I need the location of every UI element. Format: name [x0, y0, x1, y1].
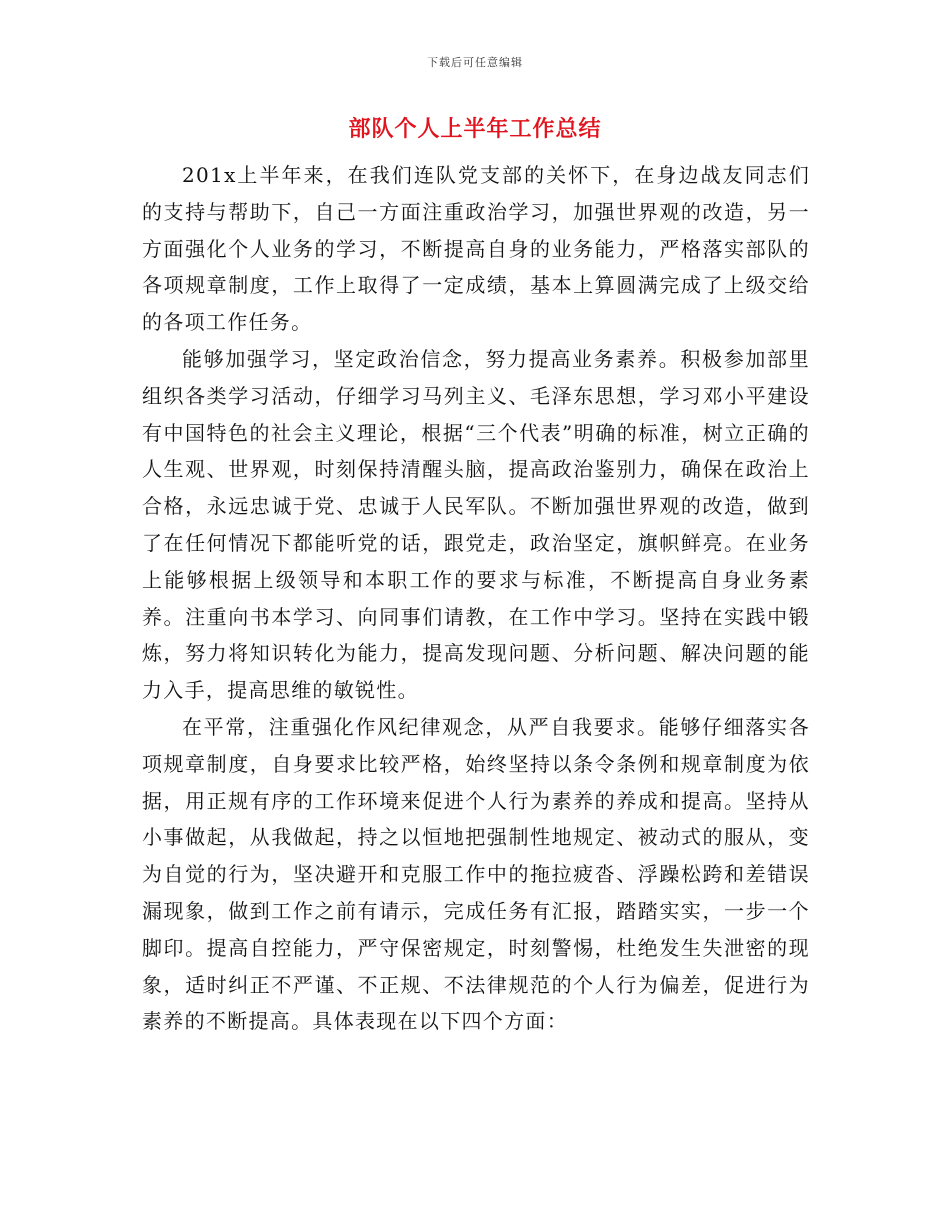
document-body — [142, 157, 810, 1040]
page-header-note: 下载后可任意编辑 — [427, 56, 523, 69]
document-title: 部队个人上半年工作总结 — [348, 116, 602, 142]
paragraph-1: 201x上半年来，在我们连队党支部的关怀下，在身边战友同志们的支持与帮助下，自己一方面注重政治学习，加强世界观的改造，另一方面强化个人业务的学习，不断提高自身的业务能力，严格落实部队的各项规章制度，工作上取得了一定成绩，基本上算圆满完成了上级交给的各项工作任务。 — [142, 163, 810, 335]
paragraph-3: 在平常，注重强化作风纪律观念，从严自我要求。能够仔细落实各项规章制度，自身要求比较严格，始终坚持以条令条例和规章制度为依据，用正规有序的工作环境来促进个人行为素养的养成和提高。坚持从小事做起，从我做起，持之以恒地把强制性地规定、被动式的服从，变为自觉的行为，坚决避开和克服工作中的拖拉疲沓、浮躁松跨和差错误漏现象，做到工作之前有请示，完成任务有汇报，踏踏实实，一步一个脚印。提高自控能力，严守保密规定，时刻警惕，杜绝发生失泄密的现象，适时纠正不严谨、不正规、不法律规范的个人行为偏差，促进行为素养的不断提高。具体表现在以下四个方面： — [142, 714, 810, 1034]
paragraph-2: 能够加强学习，坚定政治信念，努力提高业务素养。积极参加部里组织各类学习活动，仔细学习马列主义、毛泽东思想，学习邓小平建设有中国特色的社会主义理论，根据“三个代表”明确的标准，树立正确的人生观、世界观，时刻保持清醒头脑，提高政治鉴别力，确保在政治上合格，永远忠诚于党、忠诚于人民军队。不断加强世界观的改造，做到了在任何情况下都能听党的话，跟党走，政治坚定，旗帜鲜亮。在业务上能够根据上级领导和本职工作的要求与标准，不断提高自身业务素养。注重向书本学习、向同事们请教，在工作中学习。坚持在实践中锻炼，努力将知识转化为能力，提高发现问题、分析问题、解决问题的能力入手，提高思维的敏锐性。 — [142, 346, 810, 703]
